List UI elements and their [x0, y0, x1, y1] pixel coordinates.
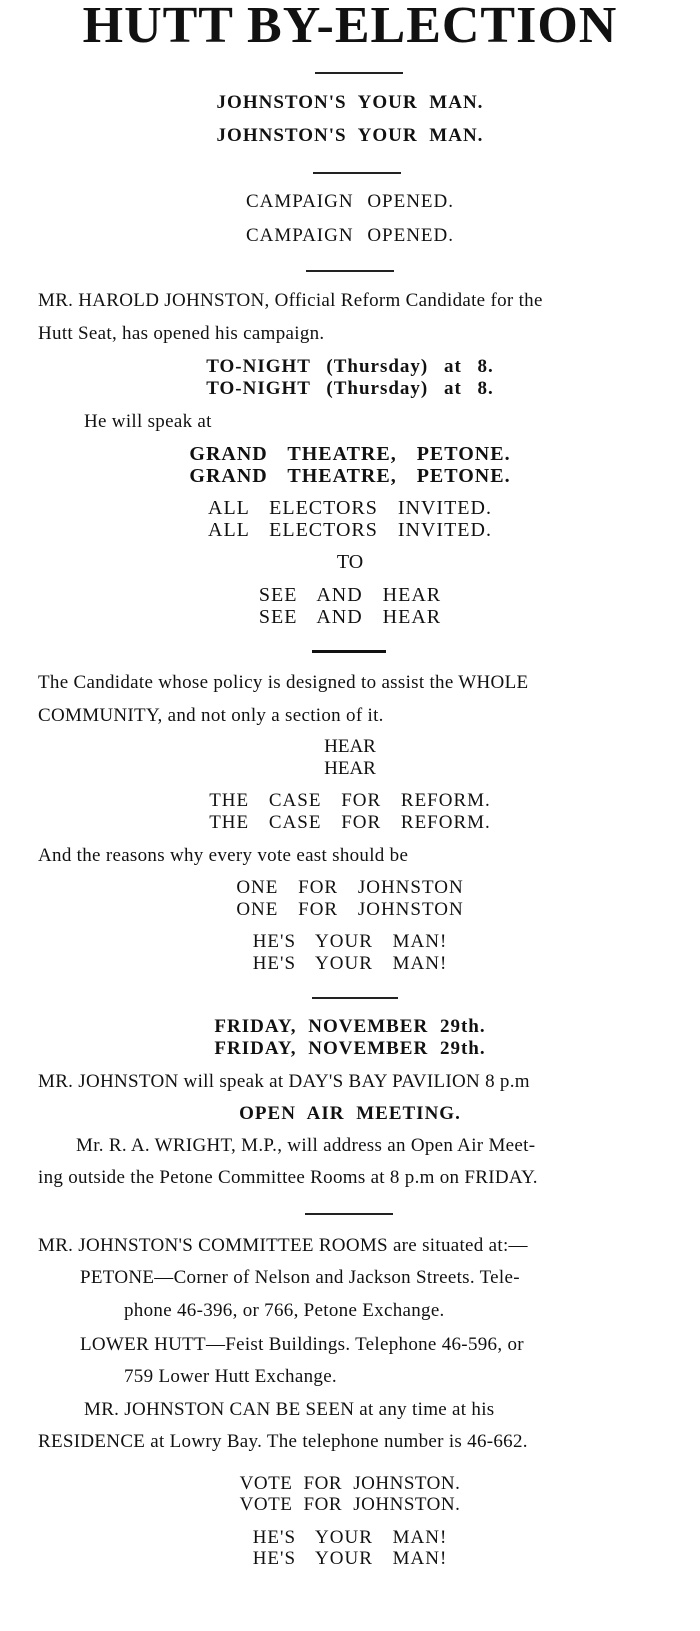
divider — [312, 997, 398, 999]
divider — [313, 172, 401, 174]
lower-hutt-text: 759 Lower Hutt Exchange. — [124, 1366, 337, 1387]
residence-text: MR. JOHNSTON CAN BE SEEN at any time at his — [84, 1399, 495, 1420]
open-air-heading: OPEN AIR MEETING. — [239, 1103, 461, 1124]
invite-line: ALL ELECTORS INVITED. — [208, 497, 492, 519]
intro-text: MR. HAROLD JOHNSTON, Official Reform Candidate for the — [38, 290, 543, 311]
page-title: HUTT BY-ELECTION — [82, 0, 618, 54]
hes-your-man-line: HE'S YOUR MAN! — [252, 1527, 448, 1548]
speak-text: He will speak at — [84, 411, 212, 432]
to-line: TO — [336, 551, 364, 573]
divider — [305, 1213, 393, 1215]
divider — [315, 72, 403, 74]
see-hear-line: SEE AND HEAR — [258, 584, 442, 606]
vote-line: VOTE FOR JOHNSTON. — [239, 1494, 461, 1515]
slogan-line: JOHNSTON'S YOUR MAN. — [216, 125, 484, 146]
wright-text: Mr. R. A. WRIGHT, M.P., will address an Open Air Meet- — [76, 1135, 536, 1156]
reform-line: THE CASE FOR REFORM. — [209, 790, 491, 811]
tonight-line: TO-NIGHT (Thursday) at 8. — [206, 378, 494, 399]
campaign-line: CAMPAIGN OPENED. — [245, 225, 455, 246]
one-for-line: ONE FOR JOHNSTON — [236, 899, 464, 920]
lower-hutt-text: LOWER HUTT—Feist Buildings. Telephone 46-596, or — [80, 1334, 524, 1355]
divider — [312, 650, 386, 653]
hes-your-man-line: HE'S YOUR MAN! — [252, 1548, 448, 1569]
venue-line: GRAND THEATRE, PETONE. — [189, 465, 511, 487]
days-bay-text: MR. JOHNSTON will speak at DAY'S BAY PAVILION 8 p.m — [38, 1071, 530, 1092]
rooms-heading: MR. JOHNSTON'S COMMITTEE ROOMS are situated at:— — [38, 1235, 528, 1256]
hes-your-man-line: HE'S YOUR MAN! — [252, 953, 448, 974]
campaign-line: CAMPAIGN OPENED. — [245, 191, 455, 212]
divider — [306, 270, 394, 272]
tonight-line: TO-NIGHT (Thursday) at 8. — [206, 356, 494, 377]
vote-line: VOTE FOR JOHNSTON. — [239, 1473, 461, 1494]
hear-line: HEAR — [324, 736, 376, 757]
intro-text: Hutt Seat, has opened his campaign. — [38, 323, 325, 344]
invite-line: ALL ELECTORS INVITED. — [208, 519, 492, 541]
reasons-text: And the reasons why every vote east should be — [38, 845, 409, 866]
one-for-line: ONE FOR JOHNSTON — [236, 877, 464, 898]
residence-text: RESIDENCE at Lowry Bay. The telephone number is 46-662. — [38, 1431, 528, 1452]
see-hear-line: SEE AND HEAR — [258, 606, 442, 628]
friday-line: FRIDAY, NOVEMBER 29th. — [214, 1016, 486, 1037]
wright-text: ing outside the Petone Committee Rooms at 8 p.m on FRIDAY. — [38, 1167, 538, 1188]
petone-text: PETONE—Corner of Nelson and Jackson Streets. Tele- — [80, 1267, 520, 1288]
petone-text: phone 46-396, or 766, Petone Exchange. — [124, 1300, 445, 1321]
policy-text: COMMUNITY, and not only a section of it. — [38, 705, 384, 726]
venue-line: GRAND THEATRE, PETONE. — [189, 443, 511, 465]
slogan-line: JOHNSTON'S YOUR MAN. — [216, 92, 484, 113]
reform-line: THE CASE FOR REFORM. — [209, 812, 491, 833]
policy-text: The Candidate whose policy is designed to assist the WHOLE — [38, 672, 529, 693]
hes-your-man-line: HE'S YOUR MAN! — [252, 931, 448, 952]
friday-line: FRIDAY, NOVEMBER 29th. — [214, 1038, 486, 1059]
hear-line: HEAR — [324, 758, 376, 779]
